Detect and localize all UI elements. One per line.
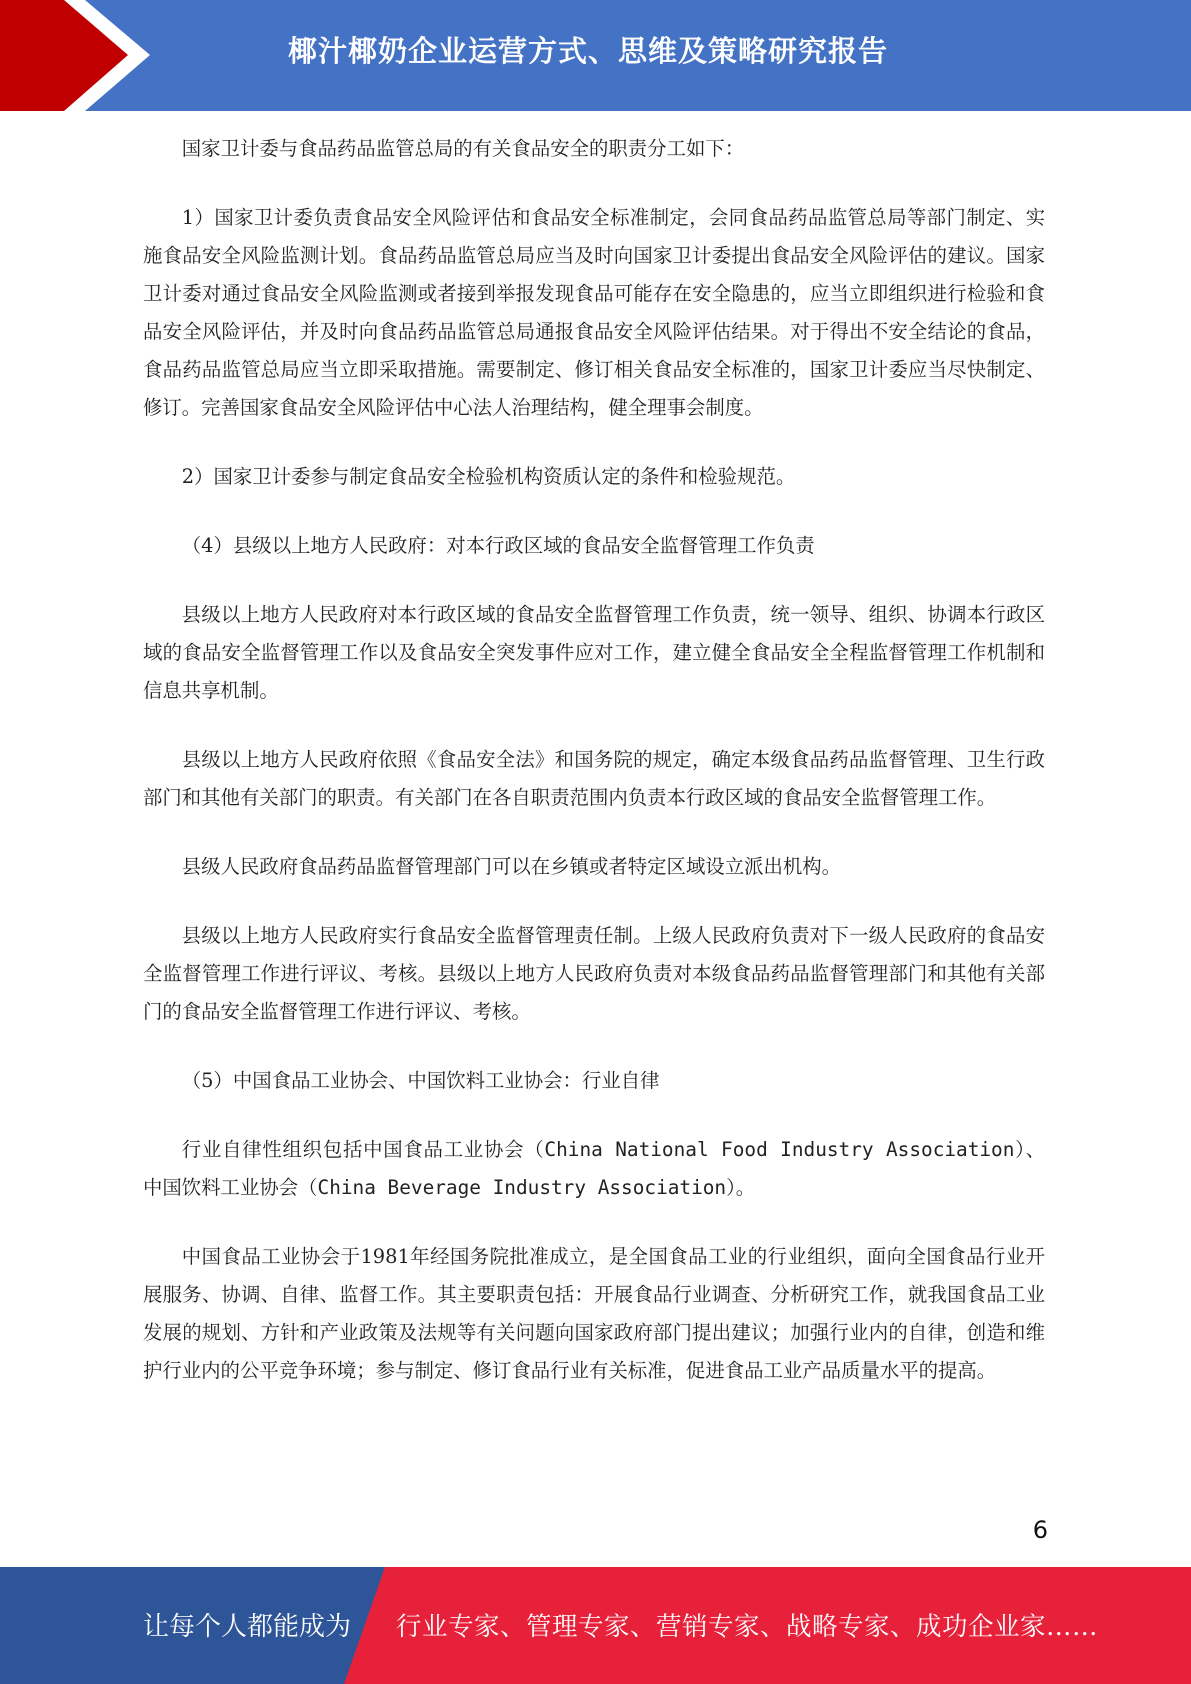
section-heading: （4）县级以上地方人民政府：对本行政区域的食品安全监督管理工作负责 [181, 534, 815, 557]
paragraph: 行业自律性组织包括中国食品工业协会（China National Food Industry Association）、中国饮料工业协会（China Beverage Industry Association）。 [143, 1138, 1045, 1199]
paragraph: 2）国家卫计委参与制定食品安全检验机构资质认定的条件和检验规范。 [181, 465, 796, 488]
footer-slogan-left: 让每个人都能成为 [143, 1612, 352, 1642]
section-heading: （5）中国食品工业协会、中国饮料工业协会：行业自律 [181, 1069, 660, 1092]
paragraph: 县级以上地方人民政府对本行政区域的食品安全监督管理工作负责，统一领导、组织、协调本行政区域的食品安全监督管理工作以及食品安全突发事件应对工作，建立健全食品安全全程监督管理工作机制和信息共享机制。 [143, 603, 1045, 702]
page-header [0, 0, 1191, 111]
paragraph: 国家卫计委与食品药品监管总局的有关食品安全的职责分工如下： [181, 137, 745, 160]
report-title: 椰汁椰奶企业运营方式、思维及策略研究报告 [288, 34, 889, 68]
page-footer [0, 1567, 1191, 1684]
paragraph: 中国食品工业协会于1981年经国务院批准成立，是全国食品工业的行业组织，面向全国食品行业开展服务、协调、自律、监督工作。其主要职责包括：开展食品行业调查、分析研究工作，就我国食品工业发展的规划、方针和产业政策及法规等有关问题向国家政府部门提出建议；加强行业内的自律，创造和维护行业内的公平竞争环境；参与制定、修订食品行业有关标准，促进食品工业产品质量水平的提高。 [143, 1245, 1045, 1382]
page-number: 6 [1032, 1516, 1048, 1544]
header-arrow-decoration [0, 0, 150, 111]
paragraph: 县级以上地方人民政府实行食品安全监督管理责任制。上级人民政府负责对下一级人民政府的食品安全监督管理工作进行评议、考核。县级以上地方人民政府负责对本级食品药品监督管理部门和其他有关部门的食品安全监督管理工作进行评议、考核。 [143, 924, 1045, 1023]
paragraph: 县级人民政府食品药品监督管理部门可以在乡镇或者特定区域设立派出机构。 [181, 855, 842, 878]
paragraph: 1）国家卫计委负责食品安全风险评估和食品安全标准制定，会同食品药品监管总局等部门制定、实施食品安全风险监测计划。食品药品监管总局应当及时向国家卫计委提出食品安全风险评估的建议。国家卫计委对通过食品安全风险监测或者接到举报发现食品可能存在安全隐患的，应当立即组织进行检验和食品安全风险评估，并及时向食品药品监管总局通报食品安全风险评估结果。对于得出不安全结论的食品，食品药品监管总局应当立即采取措施。需要制定、修订相关食品安全标准的，国家卫计委应当尽快制定、修订。完善国家食品安全风险评估中心法人治理结构，健全理事会制度。 [143, 206, 1045, 419]
paragraph: 县级以上地方人民政府依照《食品安全法》和国务院的规定，确定本级食品药品监督管理、卫生行政部门和其他有关部门的职责。有关部门在各自职责范围内负责本行政区域的食品安全监督管理工作。 [143, 748, 1045, 809]
document-body [143, 130, 1045, 1390]
footer-slogan-right: 行业专家、管理专家、营销专家、战略专家、成功企业家…… [396, 1612, 1099, 1642]
